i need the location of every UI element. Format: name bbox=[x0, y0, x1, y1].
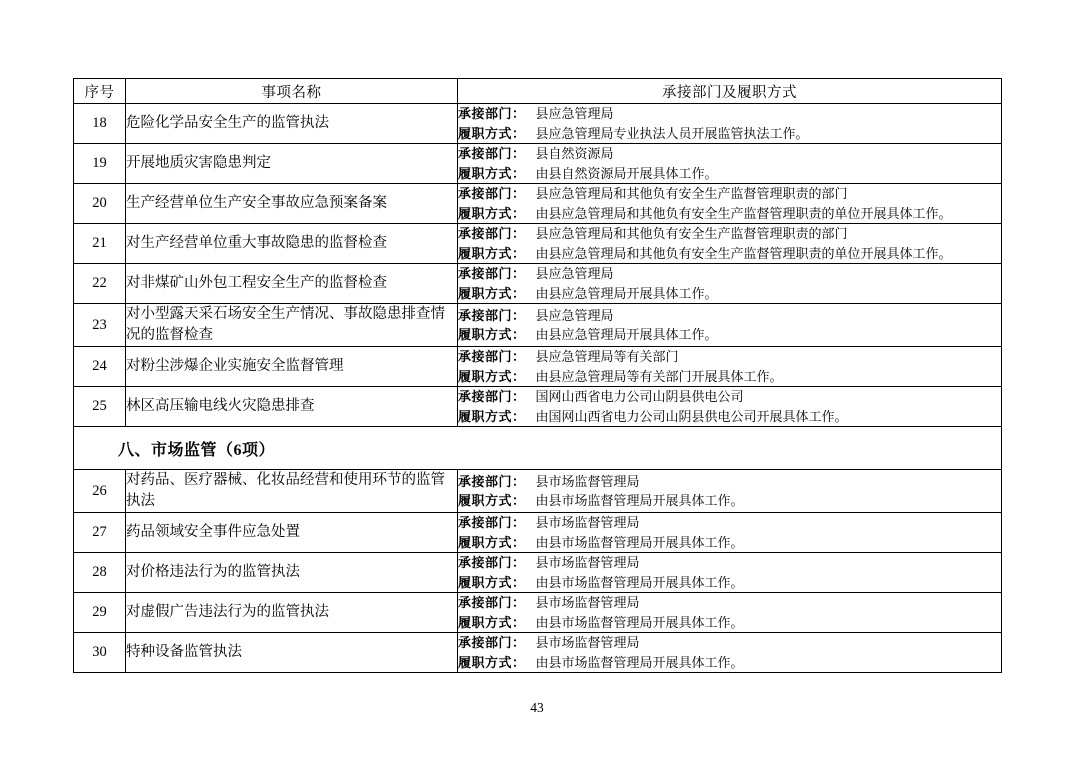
table-row bbox=[74, 470, 1002, 513]
department-label: 承接部门： bbox=[458, 389, 526, 405]
duty-label: 履职方式： bbox=[458, 285, 526, 301]
table-header-row bbox=[74, 79, 1002, 104]
department-value: 县市场监督管理局 bbox=[535, 635, 640, 651]
duty-label: 履职方式： bbox=[458, 408, 526, 424]
department-label: 承接部门： bbox=[458, 473, 526, 489]
duty-label: 履职方式： bbox=[458, 574, 526, 590]
department-value: 县市场监督管理局 bbox=[535, 595, 640, 611]
row-index: 29 bbox=[74, 593, 126, 633]
duty-value: 由国网山西省电力公司山阴县供电公司开展具体工作。 bbox=[535, 408, 848, 424]
row-item-name: 开展地质灾害隐患判定 bbox=[126, 144, 458, 184]
duty-label: 履职方式： bbox=[458, 368, 526, 384]
duty-line bbox=[458, 164, 1001, 184]
department-value: 县应急管理局和其他负有安全生产监督管理职责的部门 bbox=[535, 186, 848, 201]
duty-label: 履职方式： bbox=[458, 327, 526, 343]
row-department-duty bbox=[458, 104, 1002, 144]
department-value: 国网山西省电力公司山阴县供电公司 bbox=[535, 389, 744, 405]
table-row bbox=[74, 144, 1002, 184]
table-row bbox=[74, 224, 1002, 264]
row-index: 28 bbox=[74, 553, 126, 593]
row-index: 25 bbox=[74, 387, 126, 427]
department-label: 承接部门： bbox=[458, 186, 526, 201]
duty-value: 由县应急管理局开展具体工作。 bbox=[535, 285, 718, 301]
section-title: 八、市场监管（6项） bbox=[74, 427, 1002, 470]
duty-label: 履职方式： bbox=[458, 493, 526, 509]
row-index: 26 bbox=[74, 470, 126, 513]
department-value: 县市场监督管理局 bbox=[535, 473, 640, 489]
duty-line bbox=[458, 533, 1001, 553]
duty-value: 由县应急管理局等有关部门开展具体工作。 bbox=[535, 368, 783, 384]
row-index: 30 bbox=[74, 633, 126, 673]
duty-label: 履职方式： bbox=[458, 125, 526, 141]
row-item-name: 对价格违法行为的监管执法 bbox=[126, 553, 458, 593]
duty-line bbox=[458, 367, 1001, 387]
row-index: 24 bbox=[74, 347, 126, 387]
duty-line bbox=[458, 204, 1001, 224]
table-row bbox=[74, 184, 1002, 224]
department-label: 承接部门： bbox=[458, 595, 526, 611]
row-index: 27 bbox=[74, 513, 126, 553]
department-label: 承接部门： bbox=[458, 555, 526, 571]
department-label: 承接部门： bbox=[458, 226, 526, 241]
table-row bbox=[74, 387, 1002, 427]
department-label: 承接部门： bbox=[458, 349, 526, 365]
department-line bbox=[458, 593, 1001, 613]
section-header-row bbox=[74, 427, 1002, 470]
row-index: 19 bbox=[74, 144, 126, 184]
department-line bbox=[458, 306, 1001, 326]
duty-line bbox=[458, 325, 1001, 345]
table-row bbox=[74, 593, 1002, 633]
department-line bbox=[458, 633, 1001, 653]
column-header-item-name: 事项名称 bbox=[126, 79, 458, 104]
department-value: 县市场监督管理局 bbox=[535, 555, 640, 571]
row-item-name: 生产经营单位生产安全事故应急预案备案 bbox=[126, 184, 458, 224]
row-department-duty bbox=[458, 633, 1002, 673]
column-header-index: 序号 bbox=[74, 79, 126, 104]
department-line bbox=[458, 104, 1001, 124]
department-line bbox=[458, 472, 1001, 492]
row-index: 22 bbox=[74, 264, 126, 304]
department-label: 承接部门： bbox=[458, 635, 526, 651]
duty-value: 由县市场监督管理局开展具体工作。 bbox=[535, 493, 744, 509]
responsibility-table bbox=[73, 78, 1002, 673]
department-value: 县市场监督管理局 bbox=[535, 515, 640, 531]
duty-value: 由县市场监督管理局开展具体工作。 bbox=[535, 614, 744, 630]
department-line bbox=[458, 144, 1001, 164]
row-department-duty bbox=[458, 593, 1002, 633]
department-label: 承接部门： bbox=[458, 106, 526, 121]
duty-value: 由县市场监督管理局开展具体工作。 bbox=[535, 534, 744, 550]
row-item-name: 对生产经营单位重大事故隐患的监督检查 bbox=[126, 224, 458, 264]
duty-value: 由县市场监督管理局开展具体工作。 bbox=[535, 574, 744, 590]
duty-label: 履职方式： bbox=[458, 654, 526, 670]
duty-line bbox=[458, 491, 1001, 511]
row-index: 21 bbox=[74, 224, 126, 264]
department-label: 承接部门： bbox=[458, 266, 526, 281]
row-department-duty bbox=[458, 470, 1002, 513]
department-line bbox=[458, 224, 1001, 244]
row-department-duty bbox=[458, 347, 1002, 387]
row-item-name: 危险化学品安全生产的监管执法 bbox=[126, 104, 458, 144]
row-item-name: 特种设备监管执法 bbox=[126, 633, 458, 673]
department-value: 县应急管理局等有关部门 bbox=[535, 349, 679, 365]
row-department-duty bbox=[458, 387, 1002, 427]
row-item-name: 对虚假广告违法行为的监管执法 bbox=[126, 593, 458, 633]
department-value: 县自然资源局 bbox=[535, 146, 614, 161]
row-department-duty bbox=[458, 553, 1002, 593]
row-department-duty bbox=[458, 304, 1002, 347]
duty-label: 履职方式： bbox=[458, 245, 526, 261]
row-department-duty bbox=[458, 224, 1002, 264]
duty-value: 由县市场监督管理局开展具体工作。 bbox=[535, 654, 744, 670]
department-value: 县应急管理局 bbox=[535, 307, 614, 323]
duty-label: 履职方式： bbox=[458, 205, 526, 221]
column-header-department: 承接部门及履职方式 bbox=[458, 79, 1002, 104]
department-value: 县应急管理局和其他负有安全生产监督管理职责的部门 bbox=[535, 226, 848, 241]
table-row bbox=[74, 104, 1002, 144]
table-row bbox=[74, 633, 1002, 673]
duty-line bbox=[458, 407, 1001, 427]
department-line bbox=[458, 553, 1001, 573]
table-row bbox=[74, 513, 1002, 553]
duty-line bbox=[458, 284, 1001, 304]
department-value: 县应急管理局 bbox=[535, 266, 614, 281]
row-department-duty bbox=[458, 144, 1002, 184]
row-item-name: 对粉尘涉爆企业实施安全监督管理 bbox=[126, 347, 458, 387]
duty-line bbox=[458, 124, 1001, 144]
row-department-duty bbox=[458, 513, 1002, 553]
table-row bbox=[74, 304, 1002, 347]
duty-value: 由县自然资源局开展具体工作。 bbox=[535, 165, 718, 181]
row-index: 20 bbox=[74, 184, 126, 224]
duty-value: 由县应急管理局和其他负有安全生产监督管理职责的单位开展具体工作。 bbox=[535, 245, 952, 261]
row-index: 23 bbox=[74, 304, 126, 347]
duty-label: 履职方式： bbox=[458, 165, 526, 181]
department-line bbox=[458, 264, 1001, 284]
row-item-name: 对非煤矿山外包工程安全生产的监督检查 bbox=[126, 264, 458, 304]
department-label: 承接部门： bbox=[458, 515, 526, 531]
department-line bbox=[458, 184, 1001, 204]
duty-line bbox=[458, 244, 1001, 264]
row-department-duty bbox=[458, 184, 1002, 224]
row-item-name: 药品领域安全事件应急处置 bbox=[126, 513, 458, 553]
department-value: 县应急管理局 bbox=[535, 106, 614, 121]
row-department-duty bbox=[458, 264, 1002, 304]
table-row bbox=[74, 553, 1002, 593]
department-line bbox=[458, 387, 1001, 407]
table-row bbox=[74, 347, 1002, 387]
department-label: 承接部门： bbox=[458, 307, 526, 323]
row-index: 18 bbox=[74, 104, 126, 144]
duty-label: 履职方式： bbox=[458, 534, 526, 550]
row-item-name: 对小型露天采石场安全生产情况、事故隐患排查情况的监督检查 bbox=[126, 304, 458, 347]
duty-line bbox=[458, 613, 1001, 633]
department-label: 承接部门： bbox=[458, 146, 526, 161]
duty-value: 县应急管理局专业执法人员开展监管执法工作。 bbox=[535, 125, 809, 141]
row-item-name: 林区高压输电线火灾隐患排查 bbox=[126, 387, 458, 427]
row-item-name: 对药品、医疗器械、化妆品经营和使用环节的监管执法 bbox=[126, 470, 458, 513]
duty-value: 由县应急管理局和其他负有安全生产监督管理职责的单位开展具体工作。 bbox=[535, 205, 952, 221]
duty-line bbox=[458, 653, 1001, 673]
duty-value: 由县应急管理局开展具体工作。 bbox=[535, 327, 718, 343]
department-line bbox=[458, 347, 1001, 367]
duty-label: 履职方式： bbox=[458, 614, 526, 630]
page-number: 43 bbox=[530, 700, 544, 715]
table-row bbox=[74, 264, 1002, 304]
duty-line bbox=[458, 573, 1001, 593]
department-line bbox=[458, 513, 1001, 533]
